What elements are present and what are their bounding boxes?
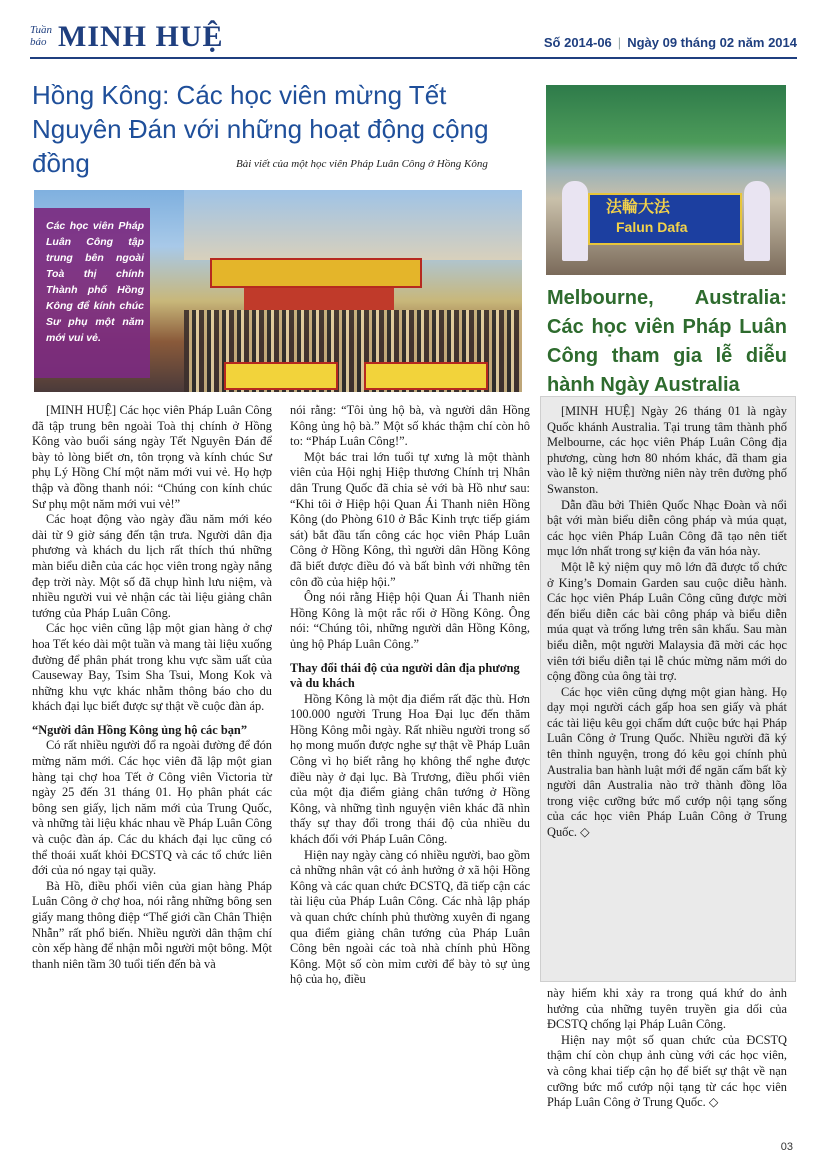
paragraph: này hiếm khi xảy ra trong quá khứ do ảnh hưởng của những tuyên truyền gia dối của ĐCSTQ chống lại Pháp Luân Công. bbox=[547, 986, 787, 1032]
section-heading: “Người dân Hồng Kông ủng hộ các bạn” bbox=[32, 722, 248, 737]
issue-date: Ngày 09 tháng 02 năm 2014 bbox=[627, 35, 797, 50]
issue-info: Số 2014-06 | Ngày 09 tháng 02 năm 2014 bbox=[543, 35, 797, 50]
paragraph: Các học viên cũng lập một gian hàng ở chợ hoa Tết kéo dài một tuần và mang tài liệu xuống đường để phân phát trong khu vực sầm uất của Causeway Bay, Tsim Sha Tsui, Mong Kok và những khu vực khác nhằm thông báo cho du khách đại lục biết được sự thật về cuộc đàn áp. bbox=[32, 621, 272, 714]
main-byline: Bài viết của một học viên Pháp Luân Công ở Hồng Kông bbox=[236, 158, 488, 170]
paragraph: nói rằng: “Tôi ủng hộ bà, và người dân Hồng Kông ủng hộ bà.” Một số khác thậm chí còn hô to: “Pháp Luân Công!”. bbox=[290, 403, 530, 449]
paragraph: Các học viên cũng dựng một gian hàng. Họ dạy mọi người cách gấp hoa sen giấy và phát các tài liệu kêu gọi chấm dứt cuộc bức hại Pháp Luân Công ở Trung Quốc. Nhiều người đã ký tên thỉnh nguyện, trong đó kêu gọi chính phủ Australia ban hành luật mới để ngăn cấm bất kỳ người dân Australia nào trở thành đồng lõa trong việc cưỡng bức mổ cướp nội tạng sống của các học viên Pháp Luân Công ở Trung Quốc. ◇ bbox=[547, 684, 787, 840]
masthead-rule bbox=[30, 57, 797, 59]
masthead-title: MINH HUỆ bbox=[58, 20, 224, 53]
photo-banner-lower bbox=[244, 288, 394, 310]
photo-caption: Các học viên Pháp Luân Công tập trung bên ngoài Toà thị chính Thành phố Hồng Kông để kính chúc Sư phụ một năm mới vui vẻ. bbox=[46, 220, 144, 344]
paragraph: Các hoạt động vào ngày đầu năm mới kéo dài từ 9 giờ sáng đến tận trưa. Người dân địa phương và khách du lịch rất thích thú những màn biểu diễn của các học viên trong ngày nắng đẹp trời này. Một số đã chụp hình lưu niệm, và nhiều người vui vẻ nhận các tài liệu giảng chân tướng của Pháp Luân Công. bbox=[32, 512, 272, 620]
paragraph: Một bác trai lớn tuổi tự xưng là một thành viên của Hội nghị Hiệp thương Chính trị Nhân dân Trung Quốc đã chia sẻ với bà Hồ như sau: “Khi tôi ở Hiệp hội Quan Ái Thanh niên Hồng Kông (do Phòng 610 ở Bắc Kinh trực tiếp giám sát) bắt đầu tấn công các học viên Pháp Luân Công ở Hồng Kông, thì người dân Hồng Kông đã biết được điều đó và bất bình với những tên côn đồ của hiệp hội.” bbox=[290, 449, 530, 589]
paragraph: Hiện nay ngày càng có nhiều người, bao gồm cả những nhân vật có ảnh hưởng ở xã hội Hồng Kông và các quan chức ĐCSTQ, đã tiếp cận các tài liệu của Pháp Luân Công. Các nhà lập pháp và quan chức chính phủ thường xuyên đi ngang qua điểm giảng chân tướng của Pháp Luân Công bên ngoài các toà nhà chính phủ Hồng Kông. Một số còn mỉm cười để bày tỏ sự ủng hộ của họ, điều bbox=[290, 847, 530, 987]
paragraph: [MINH HUỆ] Các học viên Pháp Luân Công đã tập trung bên ngoài Toà thị chính ở Hồng Kông vào buổi sáng ngày Tết Nguyên Đán để bày tỏ lòng biết ơn, tôn trọng và kính chúc Sư phụ Lý Hồng Chí một năm mới vui vẻ. Họ hợp thập và đồng thanh nói: “Chúng con kính chúc Sư phụ một năm mới vui vẻ!” bbox=[32, 403, 272, 511]
side-headline: Melbourne, Australia: Các học viên Pháp Luân Công tham gia lễ diễu hành Ngày Australia bbox=[547, 287, 787, 396]
paragraph: Một lễ kỷ niệm quy mô lớn đã được tổ chức ở King’s Domain Garden sau cuộc diễu hành. Các học viên Pháp Luân Công cũng được mời đến biểu diễn các bài công pháp và biểu diễn múa quạt và trống lưng trên sân khấu. Sau màn biểu diễn, một người Malaysia đã mời các học viên tới biểu diễn tại lễ chúc mừng năm mới do cộng đồng của ông tài trợ. bbox=[547, 559, 787, 684]
photo-sign-left bbox=[224, 362, 338, 390]
masthead-small-label: Tuần báo bbox=[30, 24, 53, 48]
paragraph: Hồng Kông là một địa điểm rất đặc thù. Hơn 100.000 người Trung Hoa Đại lục đến thăm Hồng Kông mỗi ngày. Rất nhiều người trong số họ mong muốn được nghe sự thật về Pháp Luân Công vì họ biết rằng họ không thể nghe được điều này ở đại lục. Bà Trương, điều phối viên của một địa điểm giảng chân tướng ở Hồng Kông, và những tình nguyện viên khác đã nhìn thấy sự thay đổi trong thái độ của nhiều du khách đối với Pháp Luân Công. bbox=[290, 691, 530, 847]
side-photo-banner-chinese: 法輪大法 bbox=[606, 199, 671, 216]
paragraph: Dẫn đầu bởi Thiên Quốc Nhạc Đoàn và nổi bật với màn biểu diễn công pháp và múa quạt, các học viên Pháp Luân Công đã tạo nên tiết mục lớn nhất trong sự kiện đa văn hóa này. bbox=[547, 497, 787, 559]
side-photo bbox=[546, 85, 786, 275]
paragraph: [MINH HUỆ] Ngày 26 tháng 01 là ngày Quốc khánh Australia. Tại trung tâm thành phố Melbourne, các học viên Pháp Luân Công địa phương, cùng hơn 80 nhóm khác, đã tham gia vào lễ kỷ niệm thường niên này trên đường phố Swanston. bbox=[547, 404, 787, 496]
paragraph: Có rất nhiều người đổ ra ngoài đường để đón mừng năm mới. Các học viên đã lập một gian hàng tại chợ hoa Tết ở Công viên Victoria từ ngày 25 đến 31 tháng 01. Họ phân phát các bông sen giấy, lịch năm mới của Trung Quốc, và những tài liệu khác nhau về Pháp Luân Công và cuộc đàn áp. Các du khách đại lục cũng có thể thoái xuất khỏi ĐCSTQ và các tổ chức liên đới của nó ngay tại quầy. bbox=[32, 738, 272, 878]
issue-number: Số 2014-06 bbox=[543, 35, 612, 50]
page-number: 03 bbox=[780, 1141, 793, 1153]
photo-figure-right bbox=[744, 181, 770, 261]
photo-banner bbox=[210, 258, 422, 288]
side-photo-banner-english: Falun Dafa bbox=[616, 219, 688, 235]
photo-sign-right bbox=[364, 362, 488, 390]
photo-figure-left bbox=[562, 181, 588, 261]
side-article-body bbox=[547, 404, 787, 841]
main-column-2 bbox=[290, 403, 530, 988]
main-column-1 bbox=[32, 403, 272, 972]
main-column-3 bbox=[547, 986, 787, 1111]
main-headline: Hồng Kông: Các học viên mừng Tết Nguyên Đán với những hoạt động cộng đồng bbox=[32, 80, 489, 178]
paragraph: Ông nói rằng Hiệp hội Quan Ái Thanh niên Hồng Kông là một rắc rối ở Hồng Kông. Ông nói: “Chúng tôi, những người dân Hồng Kông, ủng hộ Pháp Luân Công.” bbox=[290, 590, 530, 651]
paragraph: Bà Hồ, điều phối viên của gian hàng Pháp Luân Công ở chợ hoa, nói rằng những bông sen giấy mang thông điệp “Thế giới cần Chân Thiện Nhẫn” rất phổ biến. Nhiều người dân thậm chí còn xếp hàng để nhận mỗi người một bông. Một thanh niên tầm 30 tuổi tiến đến bà và bbox=[32, 878, 272, 971]
paragraph: Hiện nay một số quan chức của ĐCSTQ thậm chí còn chụp ảnh cùng với các học viên, và công khai tiếp cận họ để biết sự thật về nạn cưỡng bức mổ cướp nội tạng từ các học viên Pháp Luân Công ở Trung Quốc. ◇ bbox=[547, 1032, 787, 1110]
section-heading: Thay đổi thái độ của người dân địa phương và du khách bbox=[290, 660, 520, 691]
